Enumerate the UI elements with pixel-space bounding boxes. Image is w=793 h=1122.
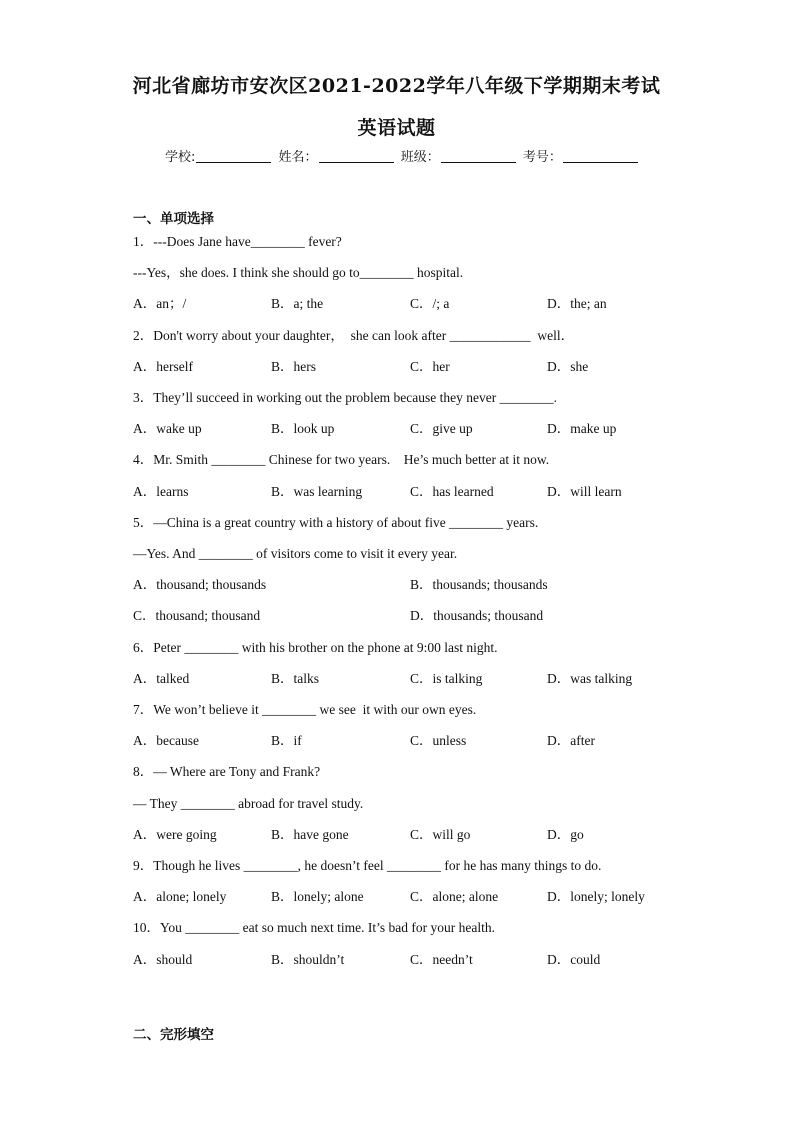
class-blank — [441, 150, 516, 163]
section-heading: 二、完形填空 — [133, 1027, 214, 1043]
option-c: C．alone; alone — [410, 889, 499, 904]
option-b: B．hers — [271, 359, 316, 374]
option-d: D．thousands; thousand — [410, 608, 544, 623]
option-b: B．was learning — [271, 484, 363, 499]
student-info-line — [165, 146, 665, 165]
option-c: C．/; a — [410, 296, 450, 311]
options-row — [133, 483, 693, 501]
option-b: B．talks — [271, 671, 320, 686]
option-b: B．thousands; thousands — [410, 577, 548, 592]
question-line: 8．— Where are Tony and Frank? — [133, 764, 321, 779]
option-d: D．could — [547, 952, 601, 967]
option-a: A．were going — [133, 827, 217, 842]
options-row — [133, 670, 693, 688]
option-a: A．should — [133, 952, 193, 967]
option-b: B．a; the — [271, 296, 324, 311]
options-row — [133, 888, 693, 906]
option-d: D．the; an — [547, 296, 607, 311]
question-line: ---Yes，she does. I think she should go to________ hospital. — [133, 265, 464, 280]
options-row — [133, 420, 693, 438]
option-b: B．have gone — [271, 827, 349, 842]
question-line: 10．You ________ eat so much next time. It’s bad for your health. — [133, 920, 495, 935]
option-a: A．because — [133, 733, 199, 748]
option-d: D．after — [547, 733, 595, 748]
question-line: 4．Mr. Smith ________ Chinese for two years. He’s much better at it now. — [133, 452, 550, 467]
option-c: C．her — [410, 359, 450, 374]
name-label: 姓名： — [278, 150, 318, 165]
option-c: C．will go — [410, 827, 471, 842]
exam-subtitle: 英语试题 — [357, 117, 436, 139]
question-line: 5．—China is a great country with a history of about five ________ years. — [133, 515, 539, 530]
options-row — [133, 732, 693, 750]
option-c: C．give up — [410, 421, 473, 436]
option-d: D．go — [547, 827, 584, 842]
class-label: 班级： — [400, 150, 440, 165]
question-line: —Yes. And ________ of visitors come to visit it every year. — [133, 546, 458, 561]
question-line: 2．Don't worry about your daughter， she can look after ____________ well． — [133, 328, 575, 343]
school-blank — [196, 150, 271, 163]
option-a: A．herself — [133, 359, 193, 374]
exam-number-label: 考号： — [522, 150, 562, 165]
question-line: 7．We won’t believe it ________ we see it with our own eyes. — [133, 702, 477, 717]
name-blank — [319, 150, 394, 163]
option-a: A．talked — [133, 671, 190, 686]
options-row — [133, 826, 693, 844]
options-row — [133, 358, 693, 376]
options-row — [133, 576, 693, 594]
question-line: 6．Peter ________ with his brother on the phone at 9:00 last night. — [133, 640, 498, 655]
question-line: — They ________ abroad for travel study. — [133, 796, 364, 811]
section-heading: 一、单项选择 — [133, 211, 214, 227]
option-b: B．if — [271, 733, 302, 748]
option-a: A．learns — [133, 484, 189, 499]
option-a: A．an；/ — [133, 296, 187, 311]
option-c: C．has learned — [410, 484, 494, 499]
option-a: A．wake up — [133, 421, 202, 436]
option-c: C．thousand; thousand — [133, 608, 261, 623]
option-b: B．shouldn’t — [271, 952, 345, 967]
option-d: D．was talking — [547, 671, 633, 686]
question-line: 9．Though he lives ________, he doesn’t feel ________ for he has many things to do. — [133, 858, 602, 873]
option-a: A．thousand; thousands — [133, 577, 267, 592]
option-a: A．alone; lonely — [133, 889, 227, 904]
exam-number-blank — [563, 150, 638, 163]
option-b: B．lonely; alone — [271, 889, 364, 904]
exam-title: 河北省廊坊市安次区2021-2022学年八年级下学期期末考试 — [132, 75, 661, 97]
option-d: D．she — [547, 359, 589, 374]
question-line: 1．---Does Jane have________ fever? — [133, 234, 342, 249]
options-row — [133, 295, 693, 313]
option-b: B．look up — [271, 421, 335, 436]
question-line: 3．They’ll succeed in working out the problem because they never ________. — [133, 390, 558, 405]
option-c: C．needn’t — [410, 952, 473, 967]
option-d: D．lonely; lonely — [547, 889, 645, 904]
school-label: 学校: — [165, 150, 196, 165]
option-c: C．is talking — [410, 671, 483, 686]
options-row — [133, 607, 693, 625]
option-d: D．make up — [547, 421, 617, 436]
options-row — [133, 951, 693, 969]
option-c: C．unless — [410, 733, 467, 748]
option-d: D．will learn — [547, 484, 622, 499]
